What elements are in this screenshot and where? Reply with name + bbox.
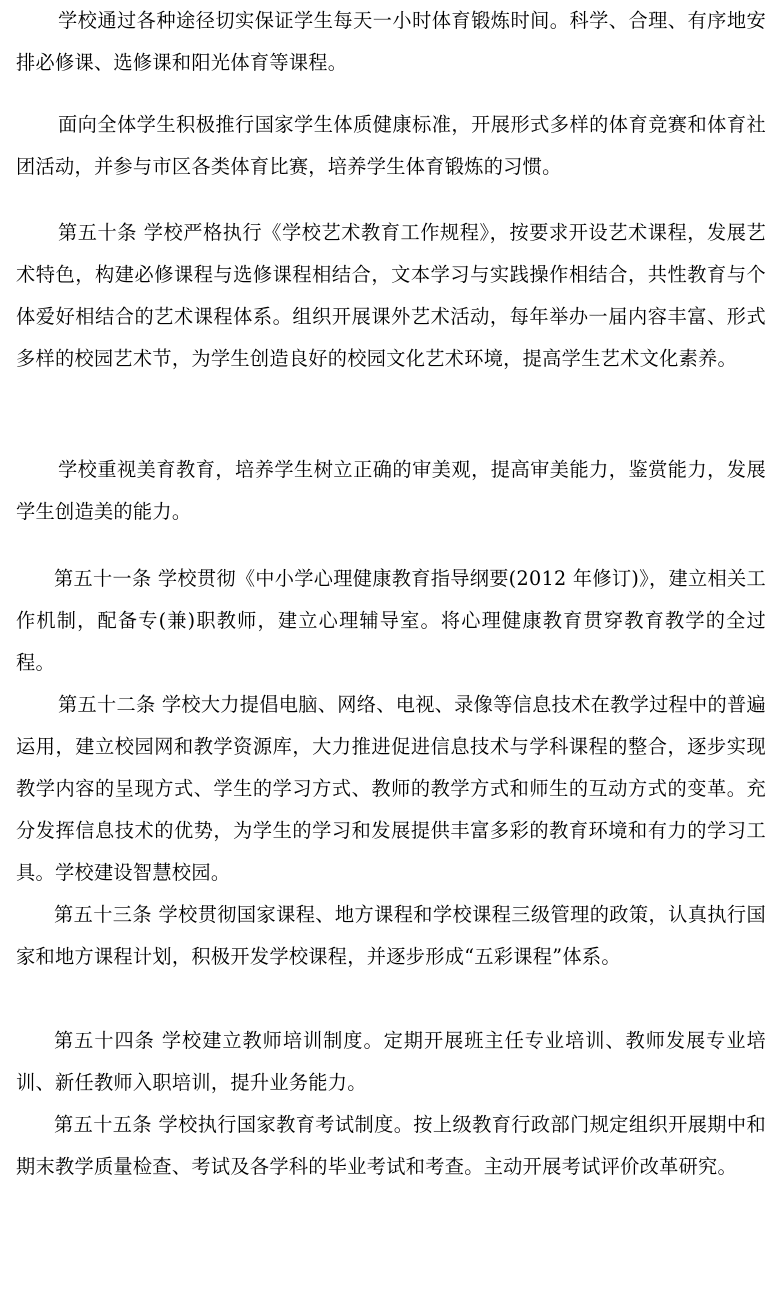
paragraph-pe-time: 学校通过各种途径切实保证学生每天一小时体育锻炼时间。科学、合理、有序地安排必修课、选修课和阳光体育等课程。 xyxy=(16,9,766,74)
paragraph-article-54: 第五十四条 学校建立教师培训制度。定期开展班主任专业培训、教师发展专业培训、新任教师入职培训，提升业务能力。 xyxy=(16,1029,766,1094)
paragraph-article-52: 第五十二条 学校大力提倡电脑、网络、电视、录像等信息技术在教学过程中的普遍运用，建立校园网和教学资源库，大力推进促进信息技术与学科课程的整合，逐步实现教学内容的呈现方式、学生的学习方式、教师的教学方式和师生的互动方式的变革。充分发挥信息技术的优势，为学生的学习和发展提供丰富多彩的教育环境和有力的学习工具。学校建设智慧校园。 xyxy=(16,693,766,884)
paragraph-aesthetic-education: 学校重视美育教育，培养学生树立正确的审美观，提高审美能力，鉴赏能力，发展学生创造美的能力。 xyxy=(16,458,766,523)
paragraph-article-51: 第五十一条 学校贯彻《中小学心理健康教育指导纲要(2012 年修订)》，建立相关工作机制，配备专(兼)职教师，建立心理辅导室。将心理健康教育贯穿教育教学的全过程。 xyxy=(16,567,766,674)
paragraph-fitness-standard: 面向全体学生积极推行国家学生体质健康标准，开展形式多样的体育竞赛和体育社团活动，并参与市区各类体育比赛，培养学生体育锻炼的习惯。 xyxy=(16,113,766,178)
paragraph-article-53: 第五十三条 学校贯彻国家课程、地方课程和学校课程三级管理的政策，认真执行国家和地方课程计划，积极开发学校课程，并逐步形成“五彩课程”体系。 xyxy=(16,903,766,968)
paragraph-article-50: 第五十条 学校严格执行《学校艺术教育工作规程》，按要求开设艺术课程，发展艺术特色，构建必修课程与选修课程相结合，文本学习与实践操作相结合，共性教育与个体爱好相结合的艺术课程体系。组织开展课外艺术活动，每年举办一届内容丰富、形式多样的校园艺术节，为学生创造良好的校园文化艺术环境，提高学生艺术文化素养。 xyxy=(16,221,766,370)
paragraph-article-55: 第五十五条 学校执行国家教育考试制度。按上级教育行政部门规定组织开展期中和期末教学质量检查、考试及各学科的毕业考试和考查。主动开展考试评价改革研究。 xyxy=(16,1113,766,1178)
